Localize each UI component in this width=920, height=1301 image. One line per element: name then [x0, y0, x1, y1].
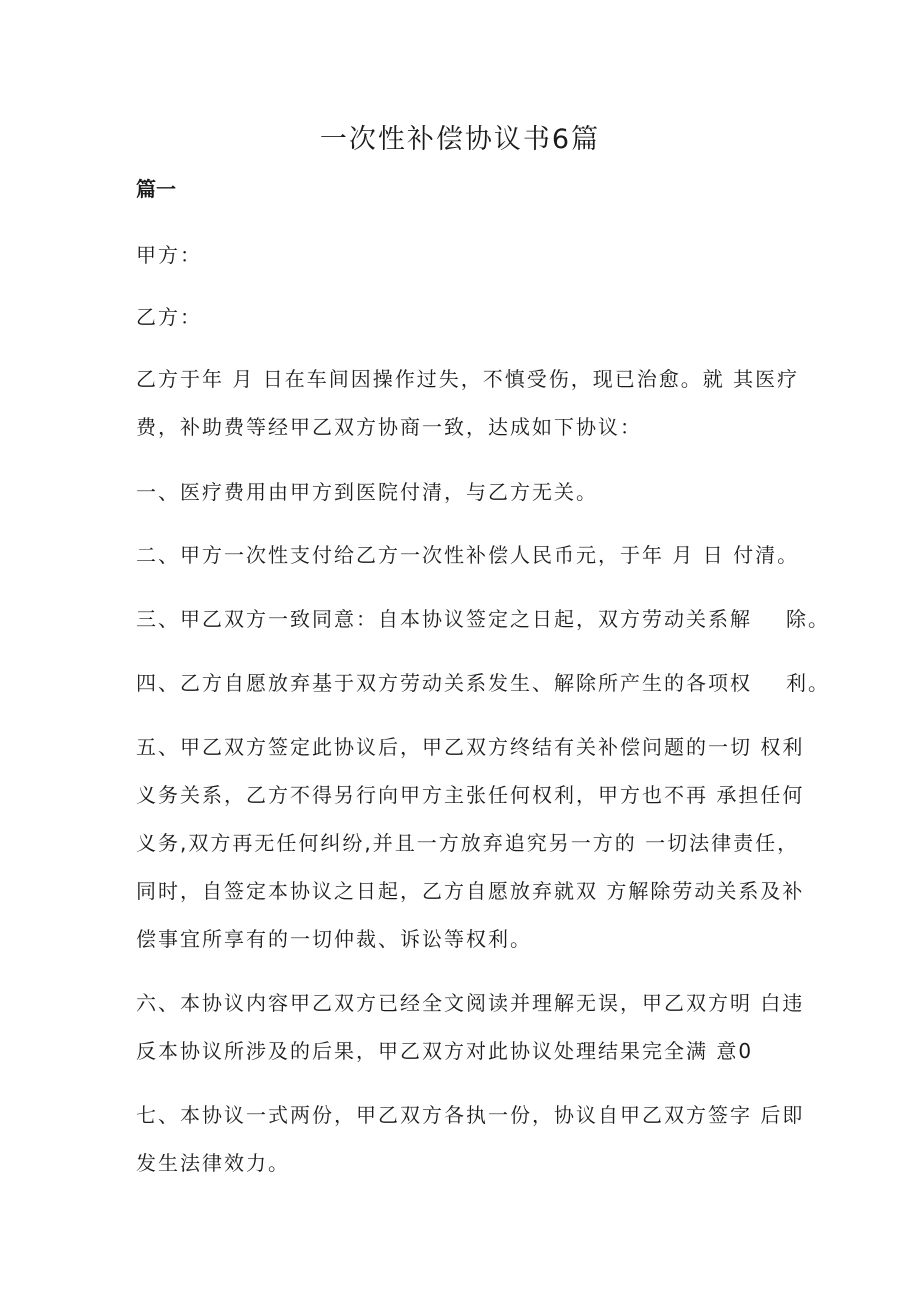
clause-5-line-5: 偿事宜所享有的一切仲裁、诉讼等权利。	[136, 927, 532, 951]
clause-6-line-2: 反本协议所涉及的后果，甲乙双方对此协议处理结果完全满 意0	[136, 1039, 754, 1063]
clause-4-tail: 利。	[786, 671, 830, 695]
clause-4-line	[136, 668, 830, 698]
clause-3-line	[136, 604, 830, 634]
clause-3-tail: 除。	[786, 607, 830, 631]
clause-3-text: 三、甲乙双方一致同意：自本协议签定之日起，双方劳动关系解	[136, 607, 752, 631]
clause-2-line: 二、甲方一次性支付给乙方一次性补偿人民币元，于年 月 日 付清。	[136, 543, 800, 567]
clause-5-line-3: 义务,双方再无任何纠纷,并且一方放弃追究另一方的 一切法律责任，	[136, 831, 800, 855]
clause-4-text: 四、乙方自愿放弃基于双方劳动关系发生、解除所产生的各项权	[136, 671, 752, 695]
clause-5-line-1: 五、甲乙双方签定此协议后，甲乙双方终结有关补偿问题的一切 权利	[136, 735, 805, 759]
intro-line-2: 费，补助费等经甲乙双方协商一致，达成如下协议：	[136, 415, 642, 439]
intro-line-1: 乙方于年 月 日在车间因操作过失，不慎受伤，现已治愈。就 其医疗	[136, 367, 800, 391]
clause-1-line: 一、医疗费用由甲方到医院付清，与乙方无关。	[136, 480, 598, 504]
clause-7-line-1: 七、本协议一式两份，甲乙双方各执一份，协议自甲乙双方签字 后即	[136, 1103, 805, 1127]
document-title: 一次性补偿协议书6篇	[319, 124, 601, 155]
clause-5-line-4: 同时，自签定本协议之日起，乙方自愿放弃就双 方解除劳动关系及补	[136, 879, 805, 903]
party-a-label: 甲方：	[136, 243, 202, 267]
clause-5-line-2: 义务关系，乙方不得另行向甲方主张任何权利，甲方也不再 承担任何	[136, 783, 805, 807]
section-heading: 篇一	[136, 177, 176, 201]
clause-6-line-1: 六、本协议内容甲乙双方已经全文阅读并理解无误，甲乙双方明 白违	[136, 991, 805, 1015]
clause-7-line-2: 发生法律效力。	[136, 1151, 290, 1175]
party-b-label: 乙方：	[136, 305, 202, 329]
